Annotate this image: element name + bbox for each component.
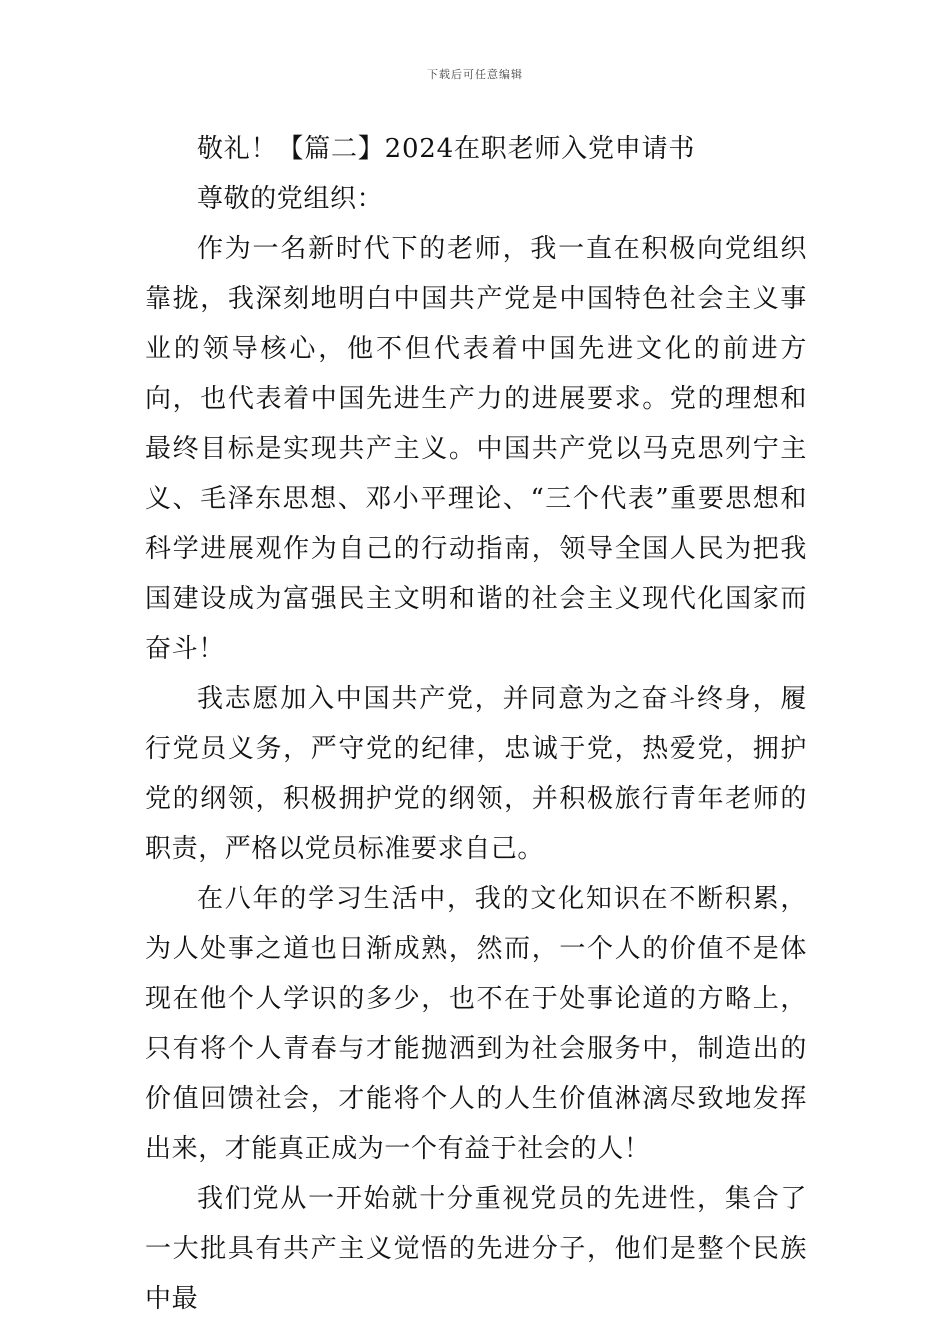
salutation: 尊敬的党组织： — [197, 184, 384, 214]
paragraph-3: 在八年的学习生活中，我的文化知识在不断积累，为人处事之道也日渐成熟，然而，一个人的价值不是体现在他个人学识的多少，也不在于处事论道的方略上，只有将个人青春与才能抛洒到为社会服务中，制造出的价值回馈社会，才能将个人的人生价值淋漓尽致地发挥出来，才能真正成为一个有益于社会的人！ — [145, 884, 807, 1164]
paragraph-4: 我们党从一开始就十分重视党员的先进性，集合了一大批具有共产主义觉悟的先进分子，他们是整个民族中最 — [145, 1184, 807, 1314]
title-line: 敬礼！【篇二】2024在职老师入党申请书 — [197, 134, 696, 164]
paragraph-2: 我志愿加入中国共产党，并同意为之奋斗终身，履行党员义务，严守党的纪律，忠诚于党，热爱党，拥护党的纲领，积极拥护党的纲领，并积极旅行青年老师的职责，严格以党员标准要求自己。 — [145, 684, 807, 864]
document-body — [145, 124, 807, 1324]
header-note: 下载后可任意编辑 — [427, 68, 523, 81]
paragraph-1: 作为一名新时代下的老师，我一直在积极向党组织靠拢，我深刻地明白中国共产党是中国特色社会主义事业的领导核心，他不但代表着中国先进文化的前进方向，也代表着中国先进生产力的进展要求。党的理想和最终目标是实现共产主义。中国共产党以马克思列宁主义、毛泽东思想、邓小平理论、“三个代表”重要思想和科学进展观作为自己的行动指南，领导全国人民为把我国建设成为富强民主文明和谐的社会主义现代化国家而奋斗！ — [145, 234, 807, 664]
